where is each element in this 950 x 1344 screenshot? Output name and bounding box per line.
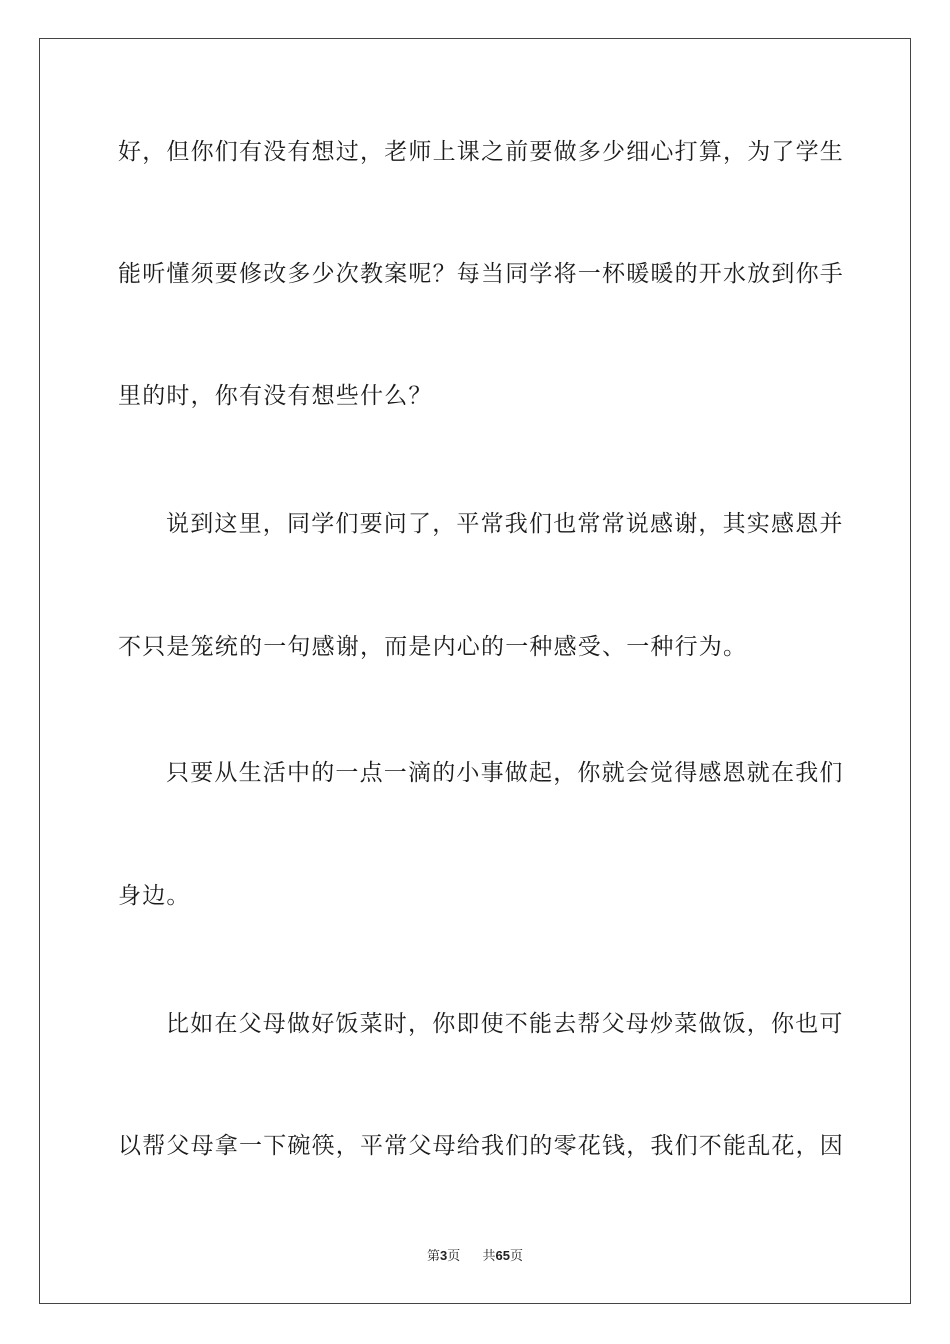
page-prefix: 第 — [426, 1249, 440, 1264]
paragraph-line: 里的时，你有没有想些什么？ — [118, 383, 433, 409]
paragraph-line: 只要从生活中的一点一滴的小事做起，你就会觉得感恩就在我们 — [166, 760, 844, 786]
page-frame — [39, 38, 911, 1304]
total-prefix: 共 — [482, 1249, 496, 1264]
paragraph-line: 好，但你们有没有想过，老师上课之前要做多少细心打算，为了学生 — [118, 139, 844, 165]
paragraph-line: 身边。 — [118, 883, 191, 909]
page-suffix: 页 — [447, 1249, 461, 1264]
paragraph-line: 能听懂须要修改多少次教案呢？每当同学将一杯暖暖的开水放到你手 — [118, 261, 844, 287]
page-number: 3 — [439, 1248, 448, 1263]
total-number: 65 — [495, 1248, 510, 1263]
paragraph-line: 说到这里，同学们要问了，平常我们也常常说感谢，其实感恩并 — [166, 511, 844, 537]
paragraph-line: 比如在父母做好饭菜时，你即使不能去帮父母炒菜做饭，你也可 — [166, 1011, 844, 1037]
total-suffix: 页 — [510, 1249, 524, 1264]
page-label — [427, 1248, 460, 1265]
paragraph-line: 不只是笼统的一句感谢，而是内心的一种感受、一种行为。 — [118, 634, 748, 660]
page-footer — [0, 1248, 950, 1265]
total-pages-label — [483, 1248, 524, 1265]
paragraph-line: 以帮父母拿一下碗筷，平常父母给我们的零花钱，我们不能乱花，因 — [118, 1133, 844, 1159]
